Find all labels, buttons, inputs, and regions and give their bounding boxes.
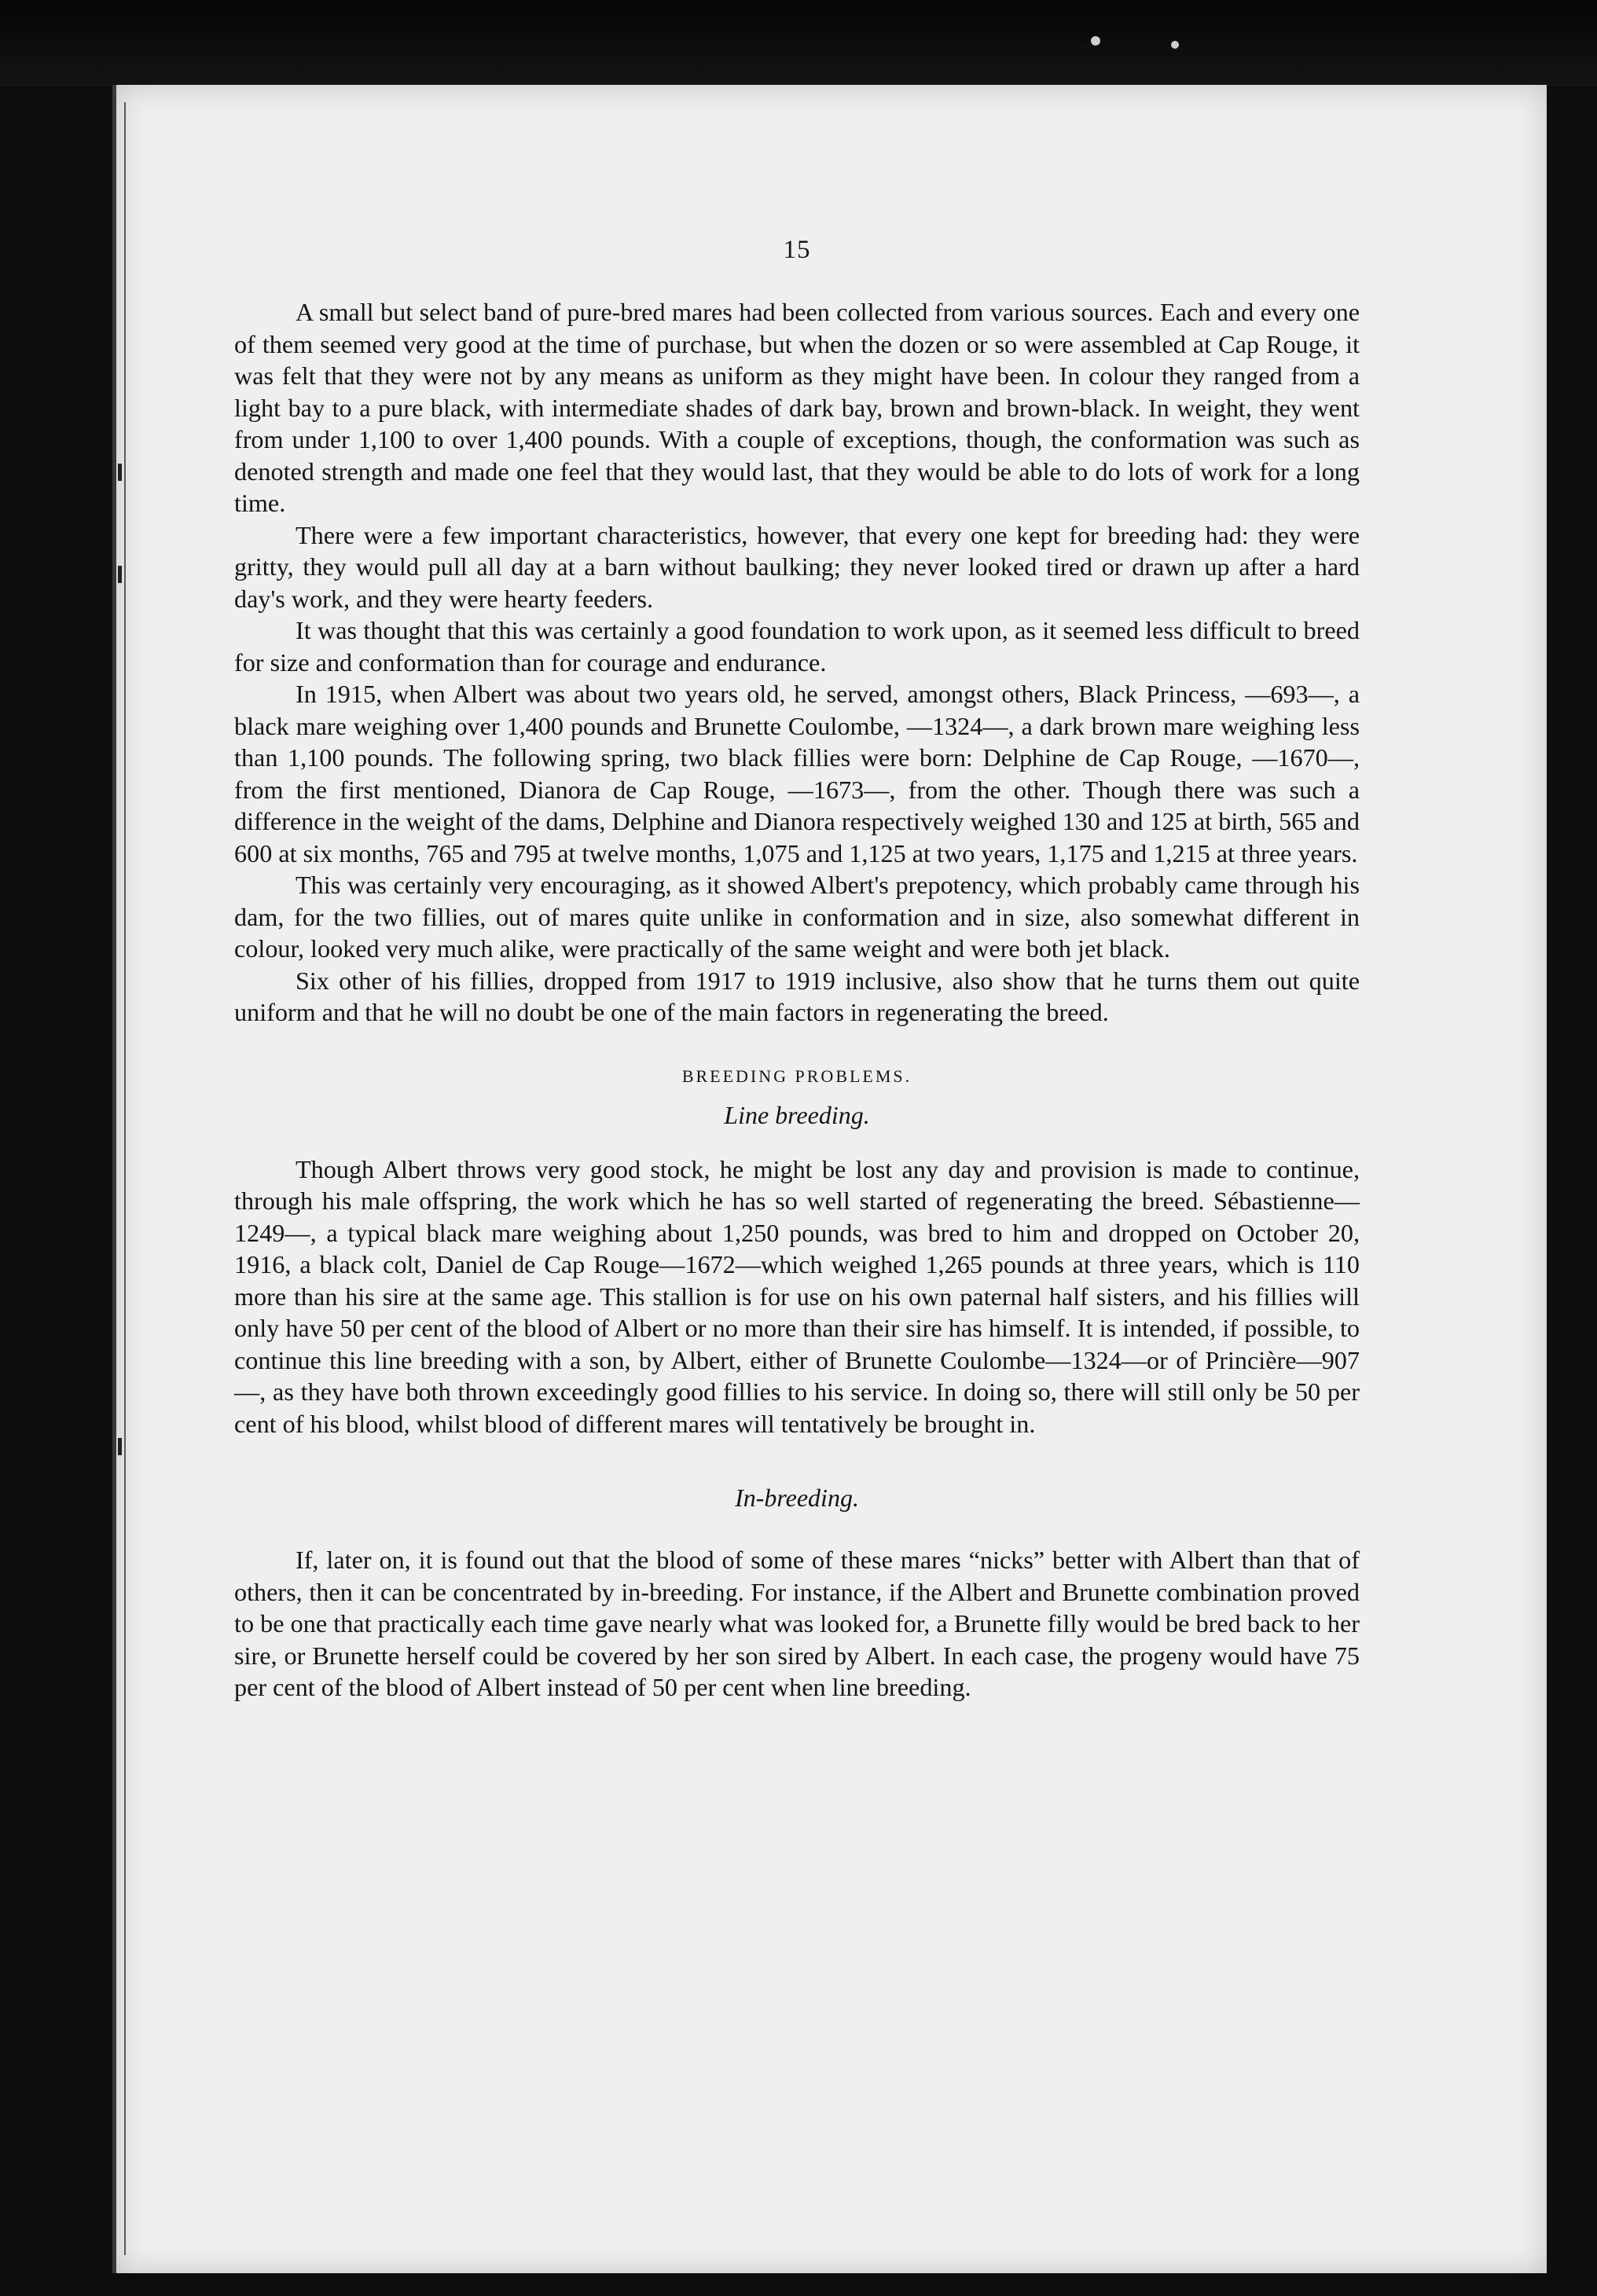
paragraph-in-breeding: If, later on, it is found out that the blood of some of these mares “nicks” better with Albert than that of others, then it can be concentrated by in-breeding. For instance, if the Albert and Brunette combination proved to be one that practically each time gave nearly what was looked for, a Brunette filly would be bred back to her sire, or Brunette herself could be covered by her son sired by Albert. In each case, the progeny would have 75 per cent of the blood of Albert instead of 50 per cent when line breeding. bbox=[234, 1546, 1360, 1701]
paragraph-foundation: It was thought that this was certainly a good foundation to work upon, as it seemed less difficult to breed for size and conformation than for courage and endurance. bbox=[234, 616, 1360, 677]
section-heading-breeding-problems: BREEDING PROBLEMS. bbox=[681, 1065, 912, 1086]
scan-mark bbox=[118, 1438, 122, 1455]
scan-mark bbox=[118, 464, 122, 481]
page-number: 15 bbox=[783, 236, 811, 264]
subheading-line-breeding: Line breeding. bbox=[724, 1100, 870, 1129]
scan-speck bbox=[1171, 41, 1179, 49]
paragraph-mares-band: A small but select band of pure-bred mares had been collected from various sources. Each and every one of them seemed very good at the time of purchase, but when the dozen or so were assembled at Cap Rouge, it was felt that they were not by any means as uniform as they might have been. In colour they ranged from a light bay to a pure black, with intermediate shades of dark bay, brown and brown-black. In weight, they went from under 1,100 to over 1,400 pounds. With a couple of exceptions, though, the conformation was such as denoted strength and made one feel that they would last, that they would be able to do lots of work for a long time. bbox=[234, 298, 1360, 517]
subheading-in-breeding: In-breeding. bbox=[735, 1484, 859, 1512]
scan-speck bbox=[1091, 36, 1100, 46]
scan-top-border bbox=[0, 0, 1597, 86]
paragraph-1915-fillies: In 1915, when Albert was about two years old, he served, amongst others, Black Princess, —693—, a black mare weighing over 1,400 pounds and Brunette Coulombe, —1324—, a dark brown mare weighing less than 1,100 pounds. The following spring, two black fillies were born: Delphine de Cap Rouge, —1670—, from the first mentioned, Dianora de Cap Rouge, —1673—, from the other. Though there was such a difference in the weight of the dams, Delphine and Dianora respectively weighed 130 and 125 at birth, 565 and 600 at six months, 765 and 795 at twelve months, 1,075 and 1,125 at two years, 1,175 and 1,215 at three years. bbox=[234, 680, 1360, 867]
paragraph-line-breeding: Though Albert throws very good stock, he might be lost any day and provision is made to continue, through his male offspring, the work which he has so well started of regenerating the breed. Sébastienne—1249—, a typical black mare weighing about 1,250 pounds, was bred to him and dropped on October 20, 1916, a black colt, Daniel de Cap Rouge—1672—which weighed 1,265 pounds at three years, which is 110 more than his sire at the same age. This stallion is for use on his own paternal half sisters, and his fillies will only have 50 per cent of the blood of Albert or no more than their sire has himself. It is intended, if possible, to continue this line breeding with a son, by Albert, either of Brunette Coulombe—1324—or of Princière—907—, as they have both thrown exceedingly good fillies to his service. In doing so, there will still only be 50 per cent of his blood, whilst blood of different mares will tentatively be brought in. bbox=[234, 1154, 1360, 1438]
paragraph-prepotency: This was certainly very encouraging, as it showed Albert's prepotency, which probably came through his dam, for the two fillies, out of mares quite unlike in conformation and in size, also somewhat different in colour, looked very much alike, were practically of the same weight and were both jet black. bbox=[234, 871, 1360, 963]
paragraph-characteristics: There were a few important characteristics, however, that every one kept for breeding had: they were gritty, they would pull all day at a barn without baulking; they never looked tired or drawn up after a hard day's work, and they were hearty feeders. bbox=[234, 520, 1360, 613]
paragraph-six-fillies: Six other of his fillies, dropped from 1917 to 1919 inclusive, also show that he turns them out quite uniform and that he will no doubt be one of the main factors in regenerating the breed. bbox=[234, 966, 1360, 1026]
scan-mark bbox=[118, 566, 122, 583]
page-content bbox=[234, 236, 1360, 1704]
binding-gutter-line bbox=[124, 102, 126, 2255]
